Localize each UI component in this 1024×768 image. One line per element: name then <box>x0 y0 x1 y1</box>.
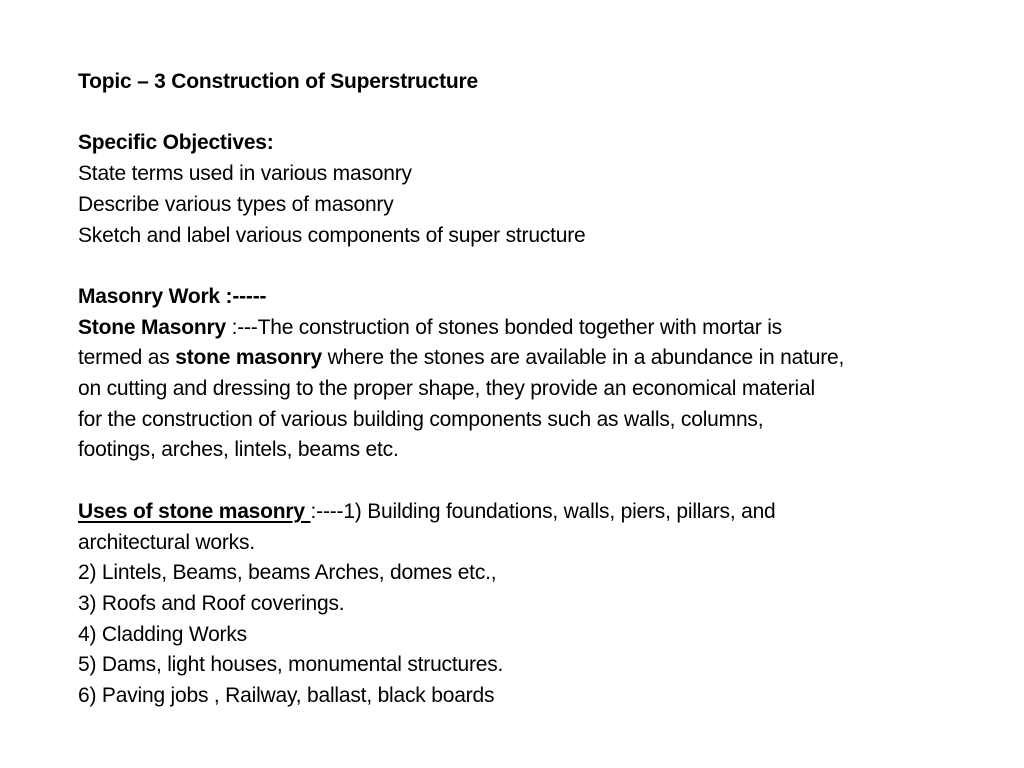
stone-masonry-line-4: for the construction of various building components such as walls, columns, <box>78 407 764 431</box>
stone-masonry-line-3: on cutting and dressing to the proper shape, they provide an economical material <box>78 377 815 400</box>
objectives-heading: Specific Objectives: <box>78 131 274 155</box>
slide-body <box>78 67 958 712</box>
spacer <box>78 251 958 282</box>
uses-item: 5) Dams, light houses, monumental structures. <box>78 653 504 677</box>
uses-item: 6) Paving jobs , Railway, ballast, black boards <box>78 684 495 708</box>
spacer <box>78 98 958 129</box>
objective-item: Sketch and label various components of super structure <box>78 223 586 247</box>
uses-line-2: architectural works. <box>78 530 255 554</box>
uses-item: 2) Lintels, Beams, beams Arches, domes etc., <box>78 561 497 585</box>
topic-title: Topic – 3 Construction of Superstructure <box>78 70 478 93</box>
stone-masonry-line-2: termed as stone masonry where the stones are available in a abundance in nature, <box>78 346 845 370</box>
stone-masonry-term: stone masonry <box>175 346 322 370</box>
uses-item: 3) Roofs and Roof coverings. <box>78 591 345 615</box>
stone-masonry-label: Stone Masonry <box>78 315 226 339</box>
spacer <box>78 466 958 497</box>
stone-masonry-line-1: Stone Masonry :---The construction of stones bonded together with mortar is <box>78 315 782 339</box>
stone-masonry-line-5: footings, arches, lintels, beams etc. <box>78 438 399 462</box>
objective-item: Describe various types of masonry <box>78 192 394 216</box>
masonry-heading: Masonry Work :----- <box>78 284 267 308</box>
objective-item: State terms used in various masonry <box>78 162 412 186</box>
uses-line-1: Uses of stone masonry :----1) Building foundations, walls, piers, pillars, and <box>78 499 776 523</box>
uses-item: 4) Cladding Works <box>78 622 247 646</box>
uses-heading: Uses of stone masonry <box>78 499 311 523</box>
